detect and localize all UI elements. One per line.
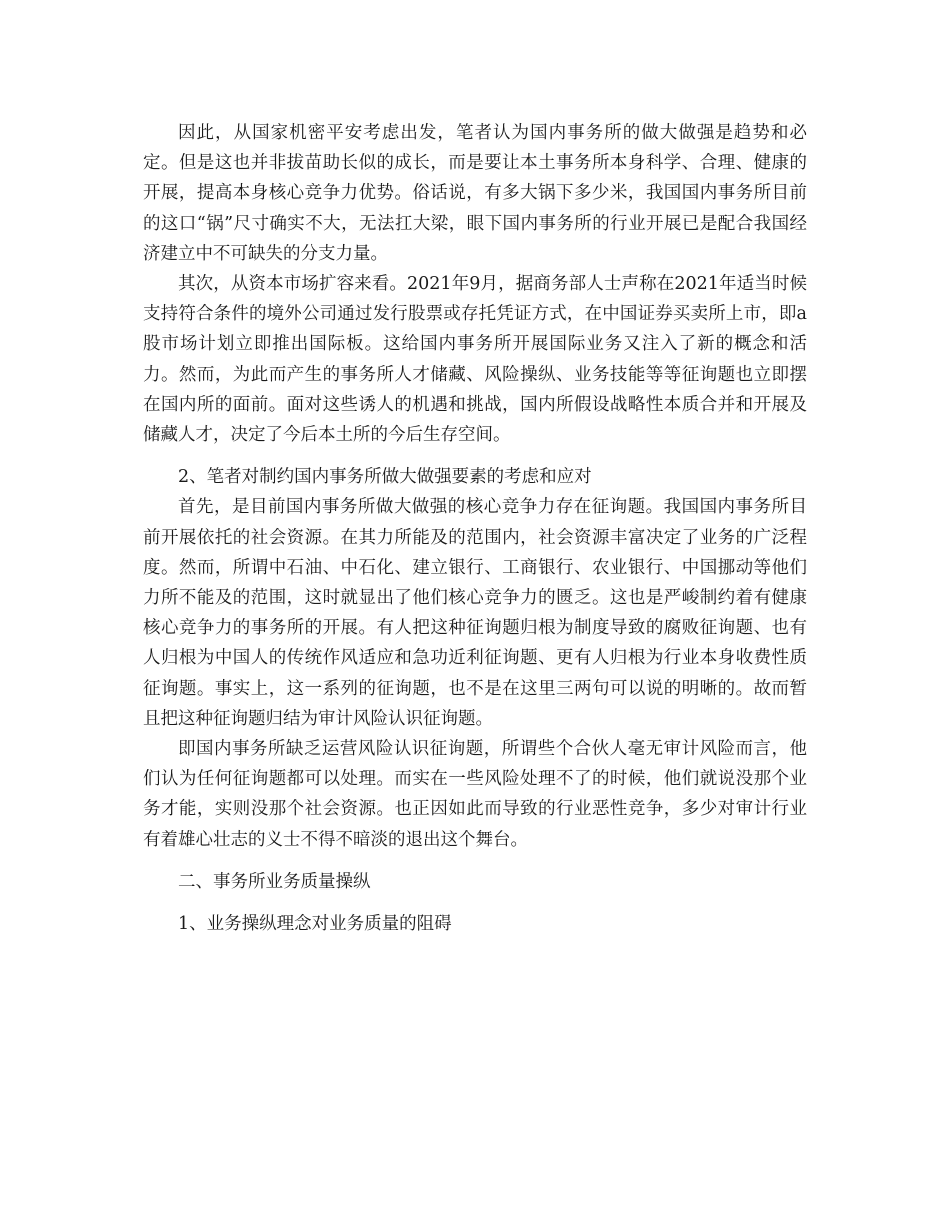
paragraph-core-competitiveness: 首先，是目前国内事务所做大做强的核心竞争力存在征询题。我国国内事务所目前开展依托的社会资源。在其力所能及的范围内，社会资源丰富决定了业务的广泛程度。然而，所谓中石油、中石化、建立银行、工商银行、农业银行、中国挪动等他们力所不能及的范围，这时就显出了他们核心竞争力的匮乏。这也是严峻制约着有健康核心竞争力的事务所的开展。有人把这种征询题归根为制度导致的腐败征询题、也有人归根为中国人的传统作风适应和急功近利征询题、更有人归根为行业本身收费性质征询题。事实上，这一系列的征询题，也不是在这里三两句可以说的明晰的。故而暂且把这种征询题归结为审计风险认识征询题。 <box>143 497 807 729</box>
document-body <box>143 118 807 939</box>
paragraph-capital-market: 其次，从资本市场扩容来看。2021年9月，据商务部人士声称在2021年适当时候支持符合条件的境外公司通过发行股票或存托凭证方式，在中国证券买卖所上市，即a股市场计划立即推出国际板。这给国内事务所开展国际业务又注入了新的概念和活力。然而，为此而产生的事务所人才储藏、风险操纵、业务技能等等征询题也立即摆在国内所的面前。面对这些诱人的机遇和挑战，国内所假设战略性本质合并和开展及储藏人才，决定了今后本土所的今后生存空间。 <box>143 274 807 446</box>
section-heading-quality-control: 二、事务所业务质量操纵 <box>178 871 371 892</box>
section-heading-control-philosophy: 1、业务操纵理念对业务质量的阻碍 <box>178 914 452 935</box>
paragraph-national-security: 因此，从国家机密平安考虑出发，笔者认为国内事务所的做大做强是趋势和必定。但是这也并非拔苗助长似的成长，而是要让本土事务所本身科学、合理、健康的开展，提高本身核心竞争力优势。俗话说，有多大锅下多少米，我国国内事务所目前的这口“锅”尺寸确实不大，无法扛大梁，眼下国内事务所的行业开展已是配合我国经济建立中不可缺失的分支力量。 <box>143 123 807 264</box>
section-heading-constraints: 2、笔者对制约国内事务所做大做强要素的考虑和应对 <box>178 467 592 488</box>
paragraph-risk-awareness: 即国内事务所缺乏运营风险认识征询题，所谓些个合伙人毫无审计风险而言，他们认为任何征询题都可以处理。而实在一些风险处理不了的时候，他们就说没那个业务才能，实则没那个社会资源。也正因如此而导致的行业恶性竞争，多少对审计行业有着雄心壮志的义士不得不暗淡的退出这个舞台。 <box>143 739 807 850</box>
